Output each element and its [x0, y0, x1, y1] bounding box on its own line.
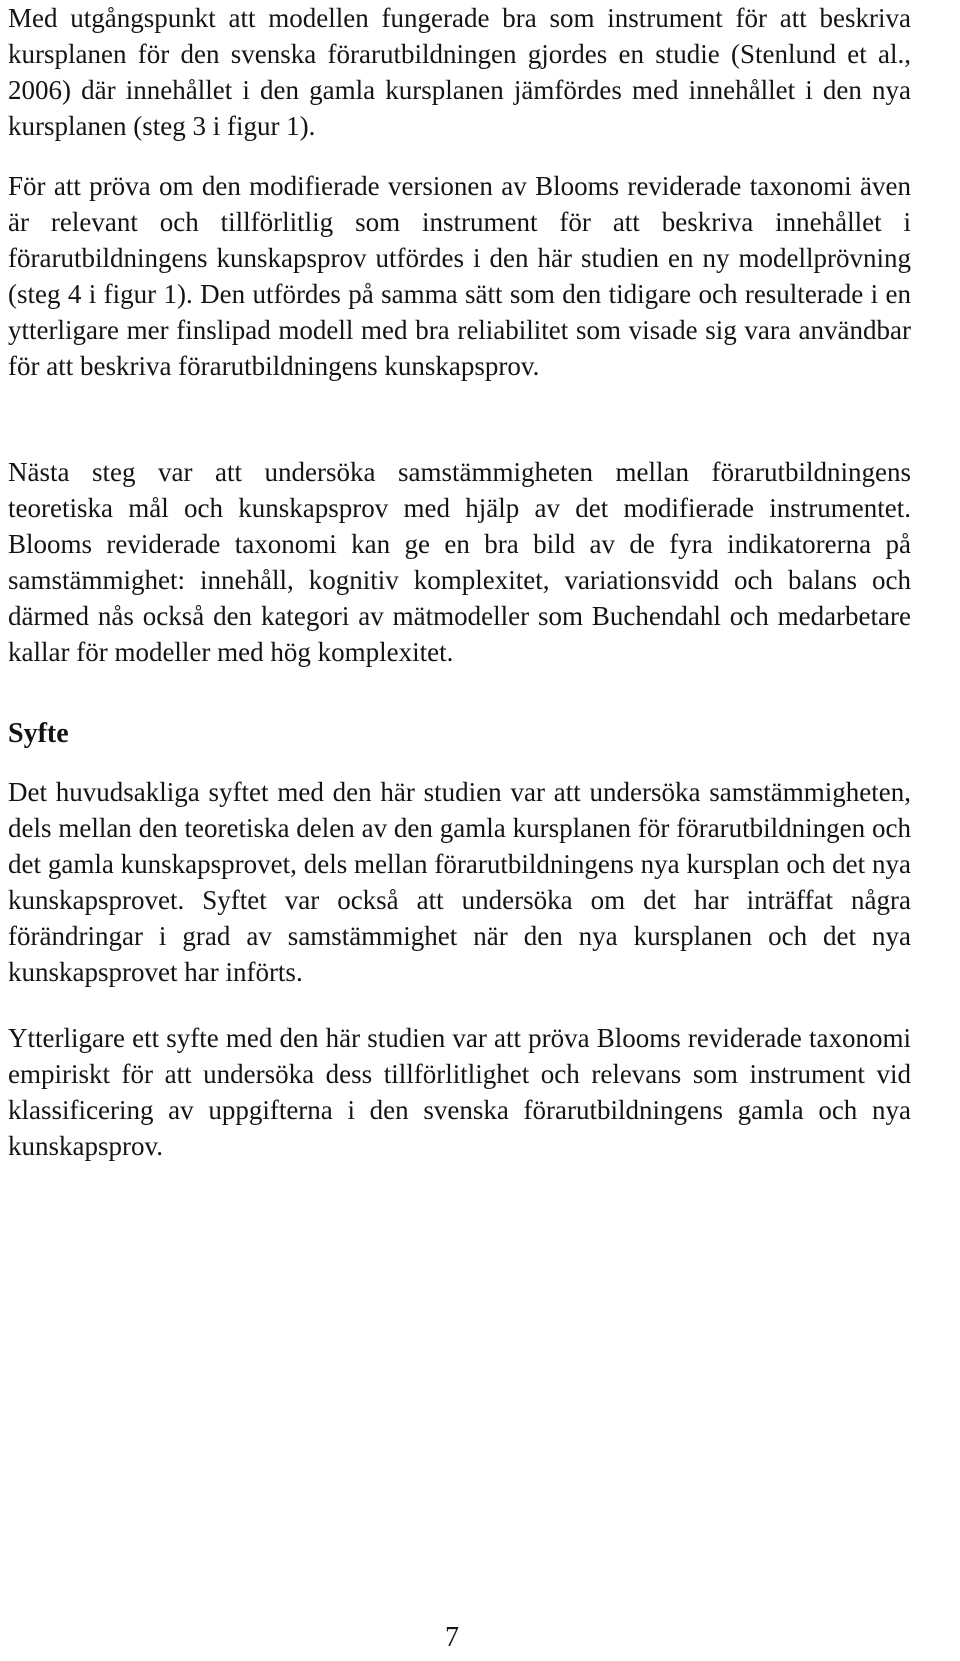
paragraph-next-step: Nästa steg var att undersöka samstämmigheten mellan förarutbildningens teoretiska mål och kunskapsprov med hjälp av det modifierade instrumentet. Blooms reviderade taxonomi kan ge en bra bild av de fyra indikatorerna på samstämmighet: innehåll, kognitiv komplexitet, variationsvidd och balans och därmed nås också den kategori av mätmodeller som Buchendahl och medarbetare kallar för modeller med hög komplexitet. — [8, 457, 911, 667]
page-number: 7 — [445, 1622, 459, 1653]
paragraph-further-purpose: Ytterligare ett syfte med den här studien var att pröva Blooms reviderade taxonomi empiriskt för att undersöka dess tillförlitlighet och relevans som instrument vid klassificering av uppgifterna i den svenska förarutbildningens gamla och nya kunskapsprov. — [8, 1023, 911, 1161]
paragraph-main-purpose: Det huvudsakliga syftet med den här studien var att undersöka samstämmigheten, dels mellan den teoretiska delen av den gamla kursplanen för förarutbildningen och det gamla kunskapsprovet, dels mellan förarutbildningens nya kursplan och det nya kunskapsprovet. Syftet var också att undersöka om det har inträffat några förändringar i grad av samstämmighet när den nya kursplanen och det nya kunskapsprovet har införts. — [8, 777, 911, 987]
section-heading-syfte: Syfte — [8, 718, 69, 749]
paragraph-model-test: För att pröva om den modifierade versionen av Blooms reviderade taxonomi även är relevant och tillförlitlig som instrument för att beskriva innehållet i förarutbildningens kunskapsprov utfördes i den här studien en ny modellprövning (steg 4 i figur 1). Den utfördes på samma sätt som den tidigare och resulterade i en ytterligare mer finslipad modell med bra reliabilitet som visade sig vara användbar för att beskriva förarutbildningens kunskapsprov. — [8, 171, 911, 381]
paragraph-intro: Med utgångspunkt att modellen fungerade bra som instrument för att beskriva kursplanen för den svenska förarutbildningen gjordes en studie (Stenlund et al., 2006) där innehållet i den gamla kursplanen jämfördes med innehållet i den nya kursplanen (steg 3 i figur 1). — [8, 3, 911, 141]
